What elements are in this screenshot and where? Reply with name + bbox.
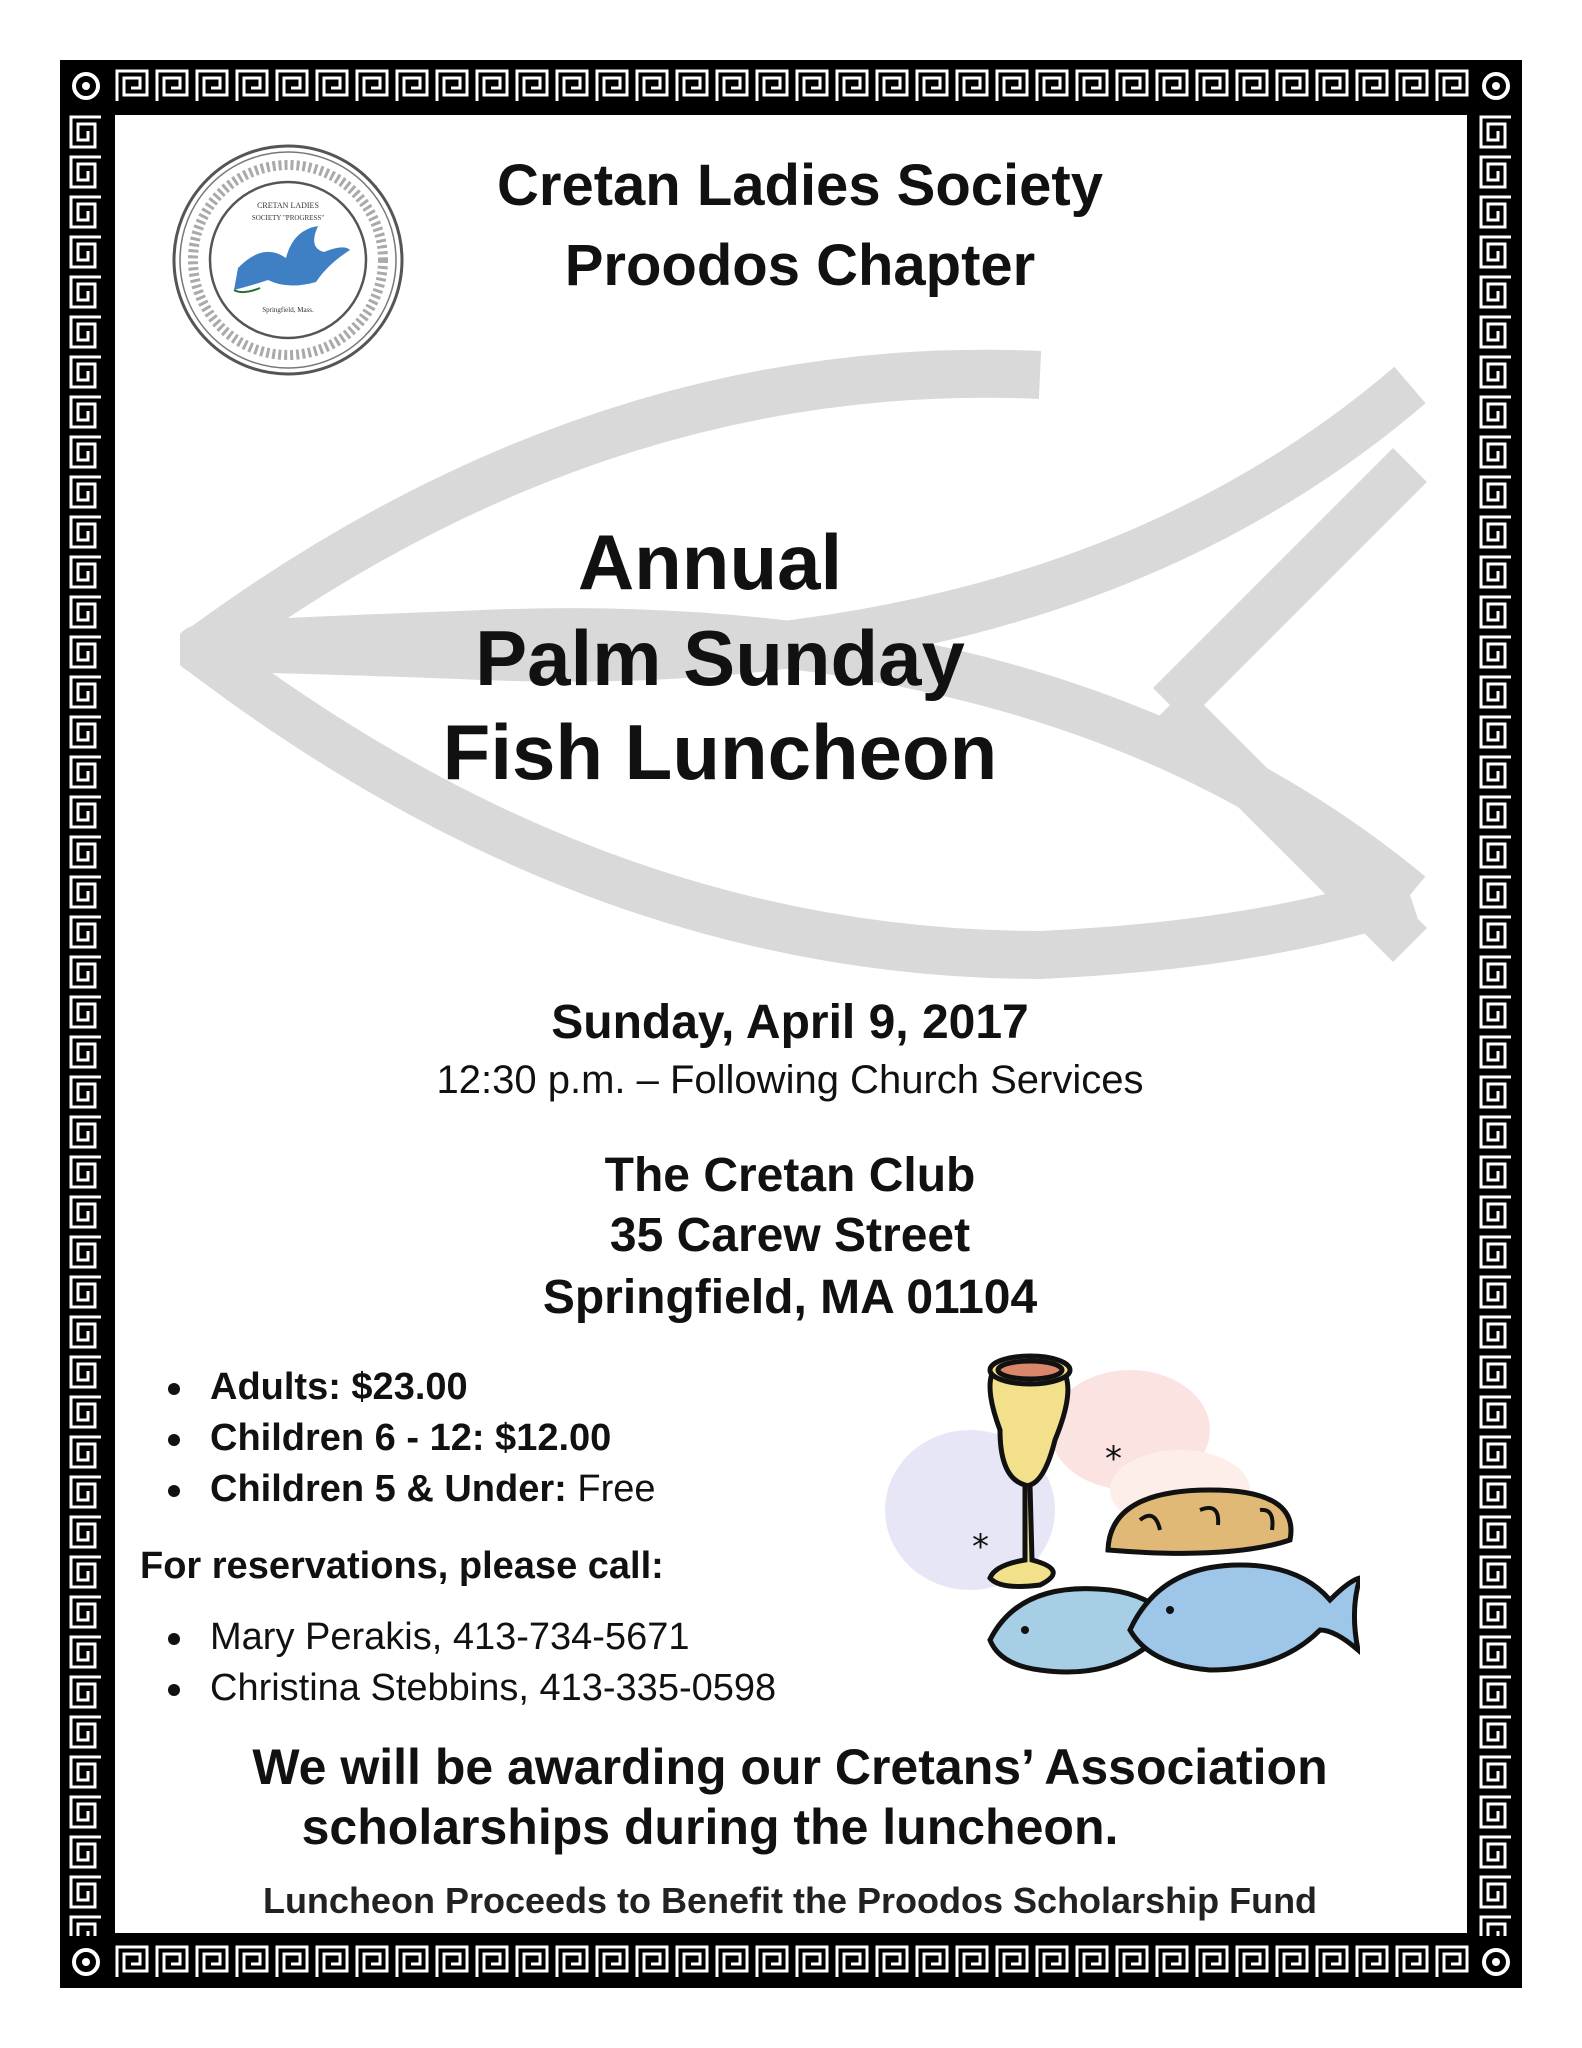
- chalice-bread-fish-icon: [880, 1340, 1360, 1710]
- footer-note: Luncheon Proceeds to Benefit the Proodos Scholarship Fund: [262, 1880, 1318, 1921]
- corner-ornament-icon: [63, 1939, 109, 1985]
- scholarship-line2: scholarships during the luncheon.: [301, 1799, 1119, 1855]
- border-left: [66, 112, 106, 1936]
- corner-ornament-icon: [1473, 1939, 1519, 1985]
- venue-street: 35 Carew Street: [609, 1209, 971, 1262]
- border-bottom: [112, 1942, 1470, 1982]
- svg-text:*: *: [972, 1527, 989, 1567]
- org-name: Cretan Ladies Society: [497, 153, 1103, 218]
- venue-city: Springfield, MA 01104: [542, 1271, 1038, 1324]
- border-right: [1476, 112, 1516, 1936]
- price-under-5: [160, 1464, 860, 1515]
- event-title-line3: Fish Luncheon: [442, 708, 998, 796]
- price-under-5-value: Free: [577, 1468, 656, 1510]
- chapter-name: Proodos Chapter: [564, 233, 1036, 298]
- contact-list: [160, 1612, 880, 1714]
- reservations-heading: For reservations, please call:: [140, 1545, 664, 1587]
- contact-item: Christina Stebbins, 413-335-0598: [160, 1663, 880, 1714]
- corner-ornament-icon: [1473, 63, 1519, 109]
- event-time: 12:30 p.m. – Following Church Services: [436, 1058, 1144, 1102]
- seal-center-line1: CRETAN LADIES: [257, 201, 319, 210]
- svg-text:*: *: [1105, 1439, 1122, 1479]
- seal-city: Springfield, Mass.: [262, 306, 314, 314]
- seal-center-line2: SOCIETY "PROGRESS": [251, 214, 325, 222]
- event-date: Sunday, April 9, 2017: [551, 996, 1029, 1049]
- border-top: [112, 66, 1470, 106]
- price-adults: Adults: $23.00: [160, 1362, 860, 1413]
- price-children: Children 6 - 12: $12.00: [160, 1413, 860, 1464]
- corner-ornament-icon: [63, 63, 109, 109]
- event-title-line2: Palm Sunday: [475, 614, 965, 702]
- price-under-5-label: Children 5 & Under:: [210, 1468, 567, 1510]
- venue-name: The Cretan Club: [604, 1149, 976, 1202]
- event-title-line1: Annual: [577, 518, 843, 606]
- price-list: [160, 1362, 860, 1515]
- scholarship-line1: We will be awarding our Cretans’ Association: [252, 1739, 1328, 1795]
- contact-item: Mary Perakis, 413-734-5671: [160, 1612, 880, 1663]
